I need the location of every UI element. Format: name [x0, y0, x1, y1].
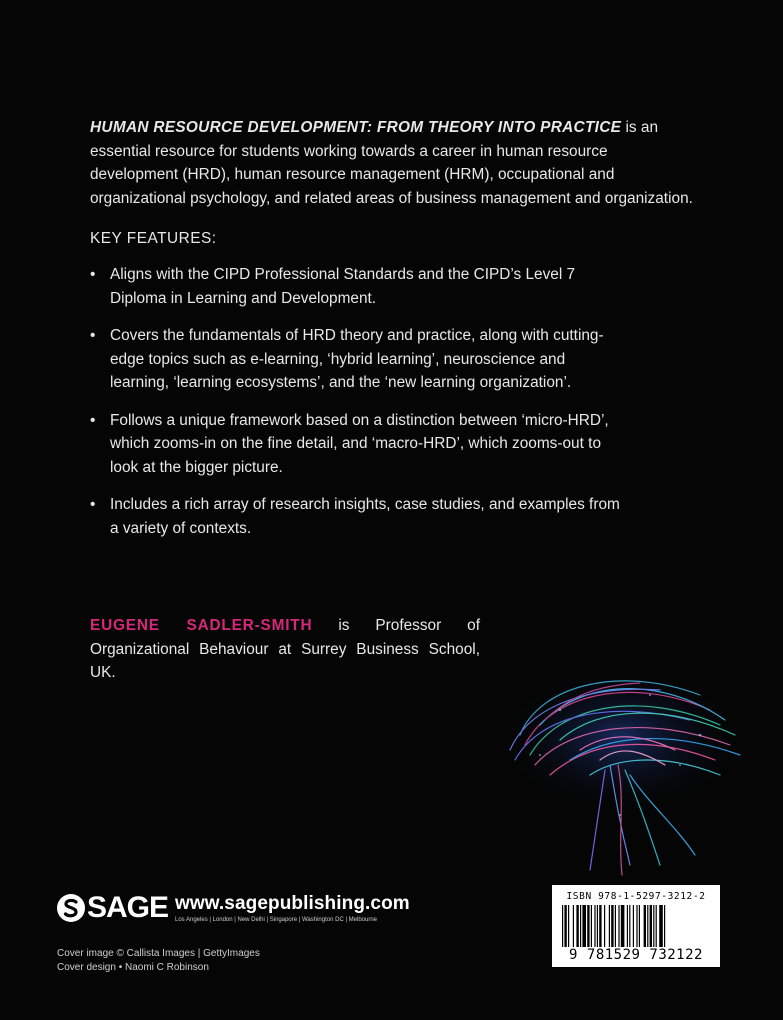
feature-text: Aligns with the CIPD Professional Standards and the CIPD’s Level 7 Diploma in Learning and Development. [110, 266, 576, 307]
publisher-cities: Los Angeles | London | New Delhi | Singapore | Washington DC | Melbourne [175, 917, 378, 923]
brain-tractography-image [500, 665, 750, 880]
isbn-barcode [552, 885, 720, 967]
barcode-bar [611, 905, 613, 947]
barcode-bar [564, 905, 566, 947]
barcode-bar [576, 905, 578, 947]
isbn-label: ISBN 978-1-5297-3212-2 [566, 891, 706, 902]
barcode-bar [568, 905, 569, 947]
barcode-bar [597, 905, 598, 947]
barcode-bar [604, 905, 605, 947]
barcode-bar [633, 905, 634, 947]
list-item [90, 324, 620, 395]
list-item [90, 409, 620, 480]
barcode-bar [582, 905, 586, 947]
barcode-bar [644, 905, 646, 947]
barcode-bar [621, 905, 625, 947]
barcode-digits: 9 781529 732122 [569, 947, 703, 963]
sage-logo-text: SAGE [87, 891, 169, 924]
feature-text: Follows a unique framework based on a distinction between ‘micro-HRD’, which zooms-in on the fine detail, and ‘macro-HRD’, which zooms-out to look at the bigger picture. [110, 411, 609, 476]
barcode-bars [562, 905, 710, 947]
barcode-bar [562, 905, 563, 947]
author-description: is Professor of Organizational Behaviour at Surrey Business School, UK. [90, 617, 480, 681]
barcode-bar [636, 905, 637, 947]
barcode-bar [659, 905, 663, 947]
barcode-bar [594, 905, 595, 947]
intro-text: is an essential resource for students working towards a career in human resource development (HRD), human resource management (HRM), occupational and organizational psychology, and related areas of business management and organization. [90, 119, 693, 207]
barcode-bar [650, 905, 652, 947]
barcode-bar [664, 905, 665, 947]
bullet-icon: • [90, 266, 96, 283]
list-item [90, 263, 620, 310]
barcode-bar [639, 905, 640, 947]
cover-image-credit: Cover image © Callista Images | GettyImages [57, 948, 260, 959]
author-name: EUGENE SADLER-SMITH [90, 617, 313, 634]
barcode-bar [618, 905, 619, 947]
credits [57, 947, 260, 975]
intro-paragraph [90, 116, 696, 210]
list-item [90, 493, 620, 540]
key-features-heading: KEY FEATURES: [90, 230, 217, 247]
barcode-bar [647, 905, 648, 947]
sage-logo-icon [57, 894, 85, 922]
barcode-bar [573, 905, 574, 947]
publisher-block [57, 893, 417, 933]
barcode-bar [656, 905, 657, 947]
author-bio [90, 614, 480, 685]
bullet-icon: • [90, 411, 96, 429]
bullet-icon: • [90, 496, 96, 513]
key-features-list [90, 263, 620, 554]
feature-text: Covers the fundamentals of HRD theory and practice, along with cutting-edge topics such as e-learning, ‘hybrid learning’, neuroscience and learning, ‘learning ecosystems’, and the ‘new learning organization’. [110, 327, 604, 391]
barcode-bar [609, 905, 610, 947]
publisher-url: www.sagepublishing.com [175, 893, 410, 914]
barcode-bar [629, 905, 630, 947]
barcode-bar [627, 905, 628, 947]
cover-design-credit: Cover design • Naomi C Robinson [57, 962, 209, 973]
barcode-bar [587, 905, 589, 947]
barcode-bar [591, 905, 592, 947]
book-title: HUMAN RESOURCE DEVELOPMENT: FROM THEORY INTO PRACTICE [90, 119, 622, 136]
feature-text: Includes a rich array of research insights, case studies, and examples from a variety of contexts. [110, 496, 620, 537]
sage-logo [57, 893, 168, 923]
barcode-bar [653, 905, 654, 947]
barcode-bar [615, 905, 616, 947]
barcode-bar [580, 905, 581, 947]
bullet-icon: • [90, 327, 96, 344]
barcode-bar [599, 905, 601, 947]
